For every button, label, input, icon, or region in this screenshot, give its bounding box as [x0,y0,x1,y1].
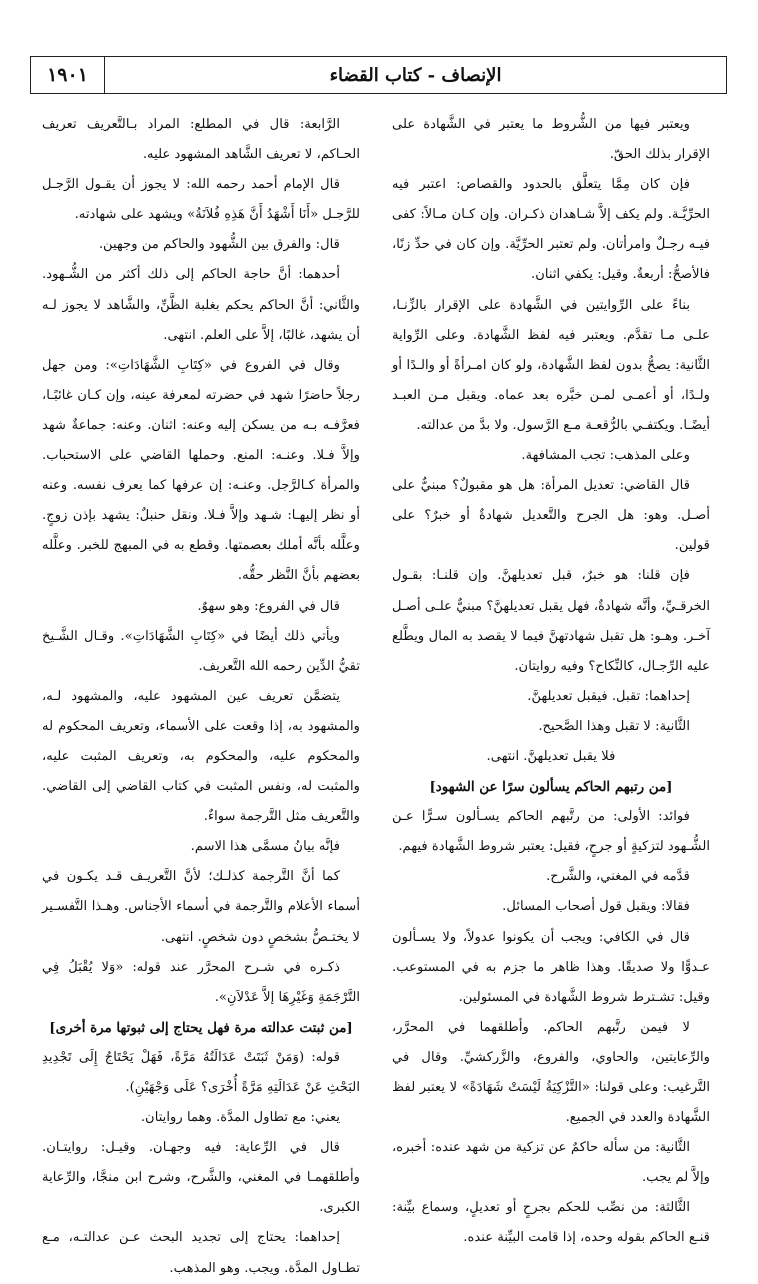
paragraph: قال الإمام أحمد رحمه الله: لا يجوز أن يقـول الرَّجـل للرَّجـل «أَنَا أَشْهَدُ أَنَّ هَذِهِ فُلاَنَةُ» ويشهد على شهادته. [42,177,360,223]
paragraph: يعني: مع تطاول المدَّة. وهما روايتان. [140,1110,340,1126]
paragraph: فوائد: الأولى: من رتَّبهم الحاكم يسـألون سـرًّا عـن الشُّـهود لتزكيةٍ أو جرحٍ، فقيل: يعتبر شروط الشَّهادة فيهم. [392,809,710,855]
paragraph: ويأتي ذلك أيضًا في «كِتَابِ الشَّهَادَاتِ». وقـال الشَّـيخ تقيُّ الدِّين رحمه الله التَّعريف. [42,628,360,674]
paragraph: قال: والفرق بين الشُّهود والحاكم من وجهين. [98,237,340,253]
section-heading: [من رتبهم الحاكم يسألون سرًا عن الشهود] [429,779,673,796]
paragraph: الثَّانية: من سأله حاكمٌ عن تزكية من شهد عنده: أخبره، وإلاَّ لم يجب. [392,1140,710,1186]
paragraph: إحداهما: تقبل. فيقبل تعديلهنَّ. [527,688,690,704]
paragraph: إحداهما: يحتاج إلى تجديد البحث عـن عدالتـه، مـع تطـاول المدَّة. ويجب. وهو المذهب. [42,1230,360,1276]
paragraph: قال في الكافي: ويجب أن يكونوا عدولاً، ولا يسـألون عـدوًّا ولا صديقًا. وهذا ظاهر ما جزم به في المستوعب. وقيل: تشـترط شروط الشَّهادة في المسئولين. [392,929,710,1005]
paragraph: قال في الفروع: وهو سهوٌ. [197,598,340,614]
paragraph: يتضمَّن تعريف عين المشهود عليه، والمشهود لـه، والمشهود به، إذا وقعت على الأسماء، وتعريف المحكوم له والمحكوم عليه، والمحكوم به، وتعريف المثبت عليه، والمثبت له، ونفس المثبت في كتاب القاضي إلى القاضي. والتَّعريف مثل التَّرجمة سواءٌ. [42,688,360,825]
paragraph: كما أنَّ التَّرجمة كذلـك؛ لأنَّ التَّعريـف قـد يكـون في أسماء الأعلام والتَّرجمة في أسماء الأجناس. وهـذا التَّفسـير لا يختـصُّ بشخصٍ دون شخصٍ. انتهى. [42,869,360,945]
page-number: ١٩٠١ [31,57,105,93]
paragraph: فلا يقبل تعديلهنَّ. انتهى. [486,748,616,764]
paragraph: الرَّابعة: قال في المطلع: المراد بـالتَّعريف تعريف الحـاكم، لا تعريف الشَّاهد المشهود عليه. [42,117,360,163]
paragraph: فإن كان مِمَّا يتعلَّق بالحدود والقصاص: اعتبر فيه الحرِّيَّـة. ولم يكف إلاَّ شـاهدان ذكـران. وإن كـان مـالاً: كفى فيـه رجـلٌ وامرأتان. ولم تعتبر الحرِّيَّة. وإن كان في حدِّ زنًا، فالأصحُّ: أربعةٌ. وقيل: يكفي اثنان. [392,177,710,283]
paragraph: قدَّمه في المغني، والشَّرح. [546,869,690,885]
right-column [392,110,710,1246]
page-header [30,56,727,94]
left-column [42,110,360,1276]
paragraph: فإنَّه بيانُ مسمَّى هذا الاسم. [190,839,340,855]
paragraph: وعلى المذهب: تجب المشافهة. [521,448,690,464]
section-heading: [من ثبتت عدالته مرة فهل يحتاج إلى ثبوتها مرة أخرى] [49,1019,353,1036]
paragraph: ويعتبر فيها من الشُّروط ما يعتبر في الشَّهادة على الإقرار بذلك الحقّ. [392,117,710,163]
paragraph: ذكـره في شـرح المحرَّر عند قوله: «وَلا يُقْبَلُ فِي التَّرْجَمَةِ وَغَيْرِهَا إلاَّ عَدْلاَنِ». [42,959,360,1005]
paragraph: الثَّالثة: من نصِّب للحكم بجرحٍ أو تعديلٍ، وسماع بيِّنة: قنـع الحاكم بقوله وحده، إذا قامت البيِّنة عنده. [392,1200,710,1246]
paragraph: وقال في الفروع في «كِتَابِ الشَّهَادَاتِ»: ومن جهل رجلاً حاضرًا شهد في حضرته لمعرفة عينه، وإن كـان غائبًـا، فعرَّفـه بـه من يسكن إليه وعنه: اثنان. وعنه: جماعةٌ شهد وإلاَّ فـلا. وعنـه: المنع. وحملها القاضي على الاستحباب. والمرأة كـالرَّجل. وعنـه: إن عرفها كما يعرف نفسه. وعنه أو نظر إليهـا: شـهد وإلاَّ فـلا. ونقل حنبلٌ: يشهد بإذن زوجٍ. وعلَّله بأنَّه أملك بعصمتها. وقطع به في المبهج للخبر. وعلَّله بعضهم بأنَّ النَّظر حقُّه. [42,357,360,584]
running-title: الإنصاف - كتاب القضاء [329,64,502,86]
paragraph: فقالا: ويقبل قول أصحاب المسائل. [502,899,690,915]
paragraph: أحدهما: أنَّ حاجة الحاكم إلى ذلك أكثر من الشُّـهود. والثَّاني: أنَّ الحاكم يحكم بغلبة الظَّنِّ، والشَّاهد لا يجوز لـه أن يشهد، غالبًا، إلاَّ على العلم. انتهى. [42,267,360,343]
paragraph: الثَّانية: لا تقبل وهذا الصَّحيح. [538,718,690,734]
paragraph: قال في الرِّعاية: فيه وجهـان. وقيـل: روايتـان. وأطلقهمـا في المغني، والشَّرح، وشرح ابن منجَّا، والرِّعاية الكبرى. [42,1140,360,1216]
paragraph: لا فيمن رتَّبهم الحاكم. وأطلقهما في المحرَّر، والرِّعايتين، والحاوي، والفروع، والزَّركشيِّ. وقال في التَّرغيب: وعلى قولنا: «التَّزْكِيَةُ لَيْسَتْ شَهَادَةً» لا يعتبر لفظ الشَّهادة والعدد في الجميع. [392,1019,710,1126]
paragraph: بناءً على الرِّوايتين في الشَّهادة على الإقرار بالزِّنـا، علـى مـا تقدَّم. ويعتبر فيه لفظ الشَّهادة. وعلى الرِّواية الثَّانية: يصحُّ بدون لفظ الشَّهادة، ولو كان امـرأةً أو والـدًا أو ولـدًا، أو أعمـى لمـن خبَّره بعد عماه. ويقبل مـن العبـد أيضًـا. ويكتفـي بالرُّقعـة مـع الرَّسول. ولا بدَّ من عدالته. [392,297,710,433]
paragraph: قال القاضي: تعديل المرأة: هل هو مقبولٌ؟ مبنيٌّ على أصـل. وهو: هل الجرح والتَّعديل شهادةٌ أو خبرٌ؟ على قولين. [392,478,710,554]
paragraph: فإن قلنا: هو خبرٌ، قبل تعديلهنَّ. وإن قلنـا: بقـول الخرقـيِّ، وأنَّه شهادةٌ، فهل يقبل تعديلهنَّ؟ مبنيٌّ علـى أصـل آخـر. وهـو: هل تقبل شهادتهنَّ فيما لا يقصد به المال ويطَّلع عليه الرِّجـال، كالنِّكاح؟ وفيه روايتان. [392,568,710,674]
paragraph: قوله: (وَمَنْ ثَبَتَتْ عَدَالَتُهُ مَرَّةً، فَهَلْ يَحْتَاجُ إِلَى تَجْدِيدِ البَحْثِ عَنْ عَدَالَتِهِ مَرَّةً أُخْرَى؟ عَلَى وَجْهَيْنِ). [42,1049,360,1095]
